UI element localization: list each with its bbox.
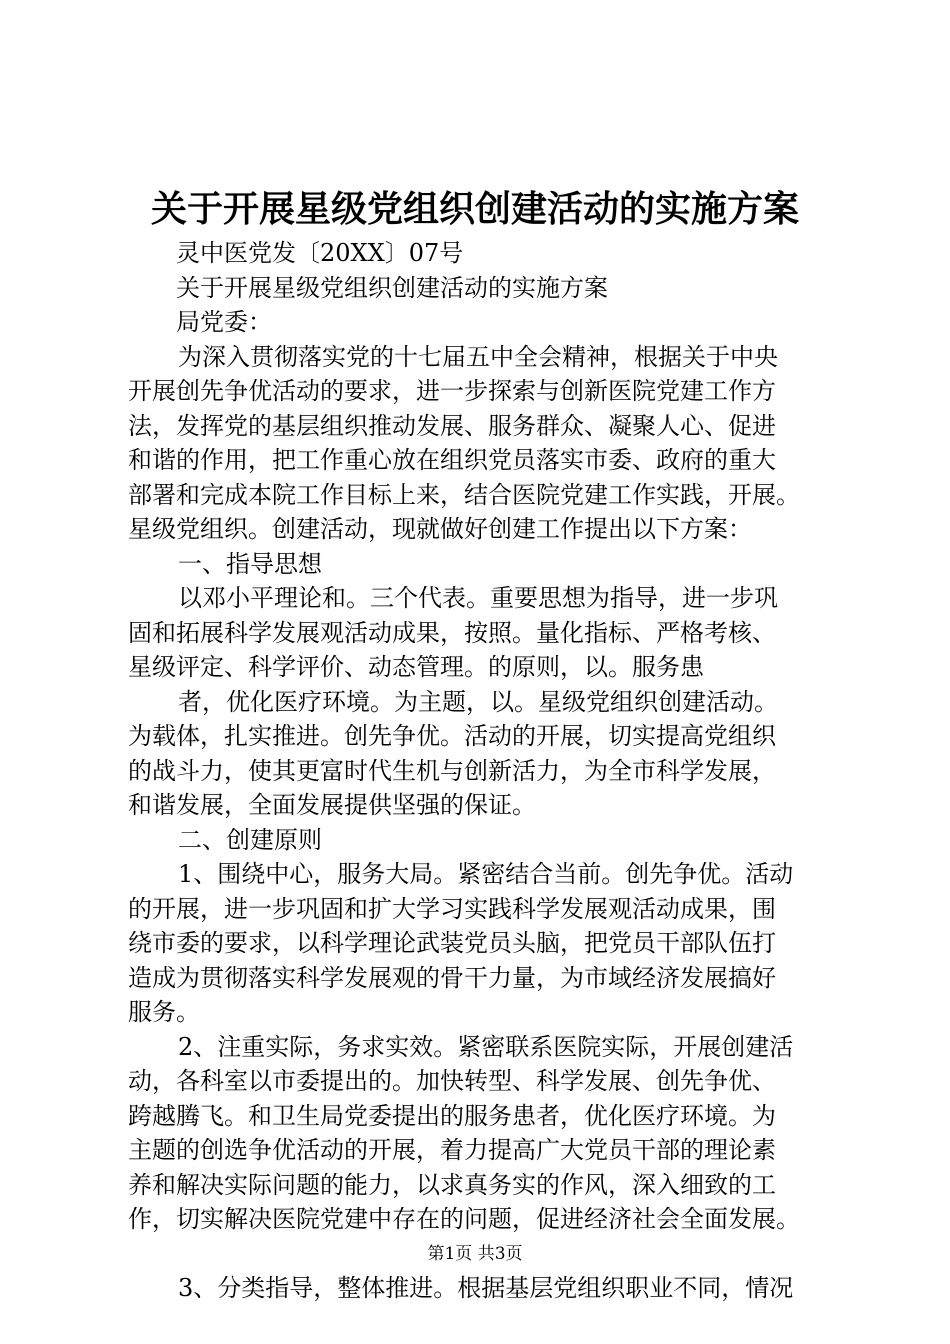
text-line: 一、指导思想 [178, 549, 322, 578]
text-line: 造成为贯彻落实科学发展观的骨干力量，为市域经济发展搞好 [128, 963, 776, 992]
text-line: 开展创先争优活动的要求，进一步探索与创新医院党建工作方 [128, 377, 776, 405]
doc-subtitle: 关于开展星级党组织创建活动的实施方案 [176, 273, 608, 302]
text-line: 作，切实解决医院党建中存在的问题，促进经济社会全面发展。 [128, 1205, 800, 1233]
text-line: 星级党组织。创建活动，现就做好创建工作提出以下方案： [128, 515, 752, 543]
text-line: 2、注重实际，务求实效。紧密联系医院实际，开展创建活 [178, 1032, 794, 1061]
text-line: 者，优化医疗环境。为主题，以。星级党组织创建活动。 [178, 687, 778, 716]
text-line: 二、创建原则 [178, 825, 322, 854]
text-line: 和谐发展，全面发展提供坚强的保证。 [128, 791, 536, 819]
doc-number: 灵中医党发〔20XX〕07号 [176, 239, 464, 267]
text-line: 服务。 [128, 998, 200, 1026]
text-line: 跨越腾飞。和卫生局党委提出的服务患者，优化医疗环境。为 [128, 1101, 776, 1130]
text-line: 和谐的作用，把工作重心放在组织党员落实市委、政府的重大 [128, 446, 776, 474]
document-title: 关于开展星级党组织创建活动的实施方案 [150, 188, 799, 230]
text-line: 3、分类指导，整体推进。根据基层党组织职业不同，情况 [178, 1274, 794, 1302]
text-line: 法，发挥党的基层组织推动发展、服务群众、凝聚人心、促进 [128, 411, 776, 440]
text-line: 1、围绕中心，服务大局。紧密结合当前。创先争优。活动 [178, 860, 794, 888]
page-footer: 第1页 共3页 [427, 1244, 523, 1264]
addressee: 局党委： [176, 308, 272, 336]
text-line: 养和解决实际问题的能力，以求真务实的作风，深入细致的工 [128, 1170, 776, 1199]
text-line: 为载体，扎实推进。创先争优。活动的开展，切实提高党组织 [128, 722, 776, 750]
text-line: 以邓小平理论和。三个代表。重要思想为指导，进一步巩 [178, 584, 778, 612]
text-line: 部署和完成本院工作目标上来，结合医院党建工作实践，开展。 [128, 480, 800, 509]
text-line: 的开展，进一步巩固和扩大学习实践科学发展观活动成果，围 [128, 894, 776, 923]
text-line: 固和拓展科学发展观活动成果，按照。量化指标、严格考核、 [128, 618, 776, 647]
text-line: 的战斗力，使其更富时代生机与创新活力，为全市科学发展， [128, 756, 776, 785]
paragraph-lines [128, 340, 828, 1306]
text-line: 动，各科室以市委提出的。加快转型、科学发展、创先争优、 [128, 1067, 776, 1095]
text-line: 为深入贯彻落实党的十七届五中全会精神，根据关于中央 [178, 342, 778, 371]
text-line: 绕市委的要求，以科学理论武装党员头脑，把党员干部队伍打 [128, 929, 776, 957]
text-line: 星级评定、科学评价、动态管理。的原则，以。服务患 [128, 653, 704, 681]
text-line: 主题的创选争优活动的开展，着力提高广大党员干部的理论素 [128, 1136, 776, 1164]
document-body [128, 236, 828, 1306]
